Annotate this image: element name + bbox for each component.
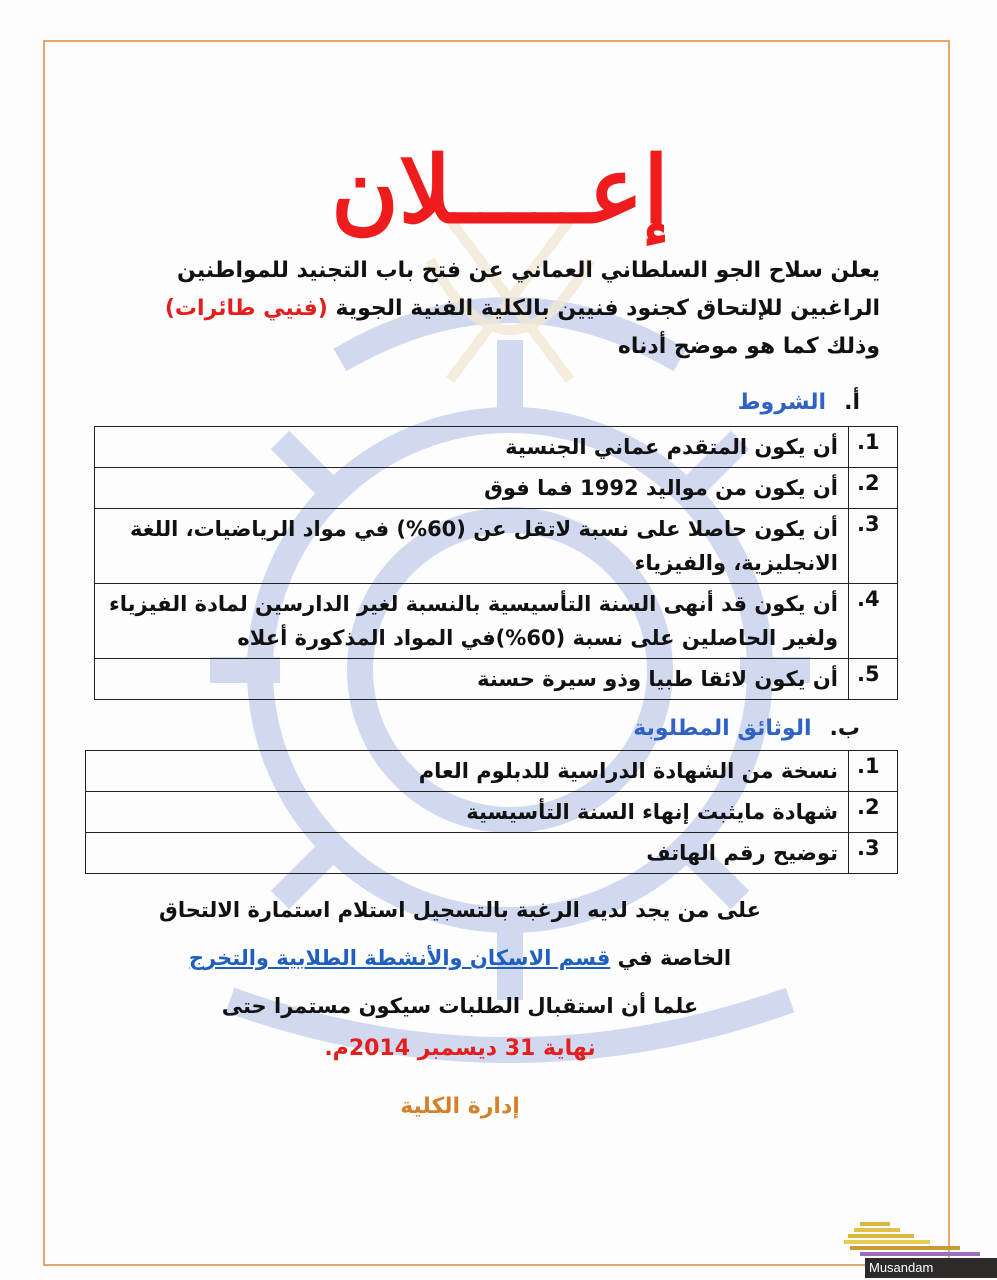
table-row bbox=[95, 468, 898, 509]
table-row bbox=[86, 833, 898, 874]
row-number: 3. bbox=[849, 509, 898, 584]
row-text: شهادة مايثبت إنهاء السنة التأسيسية bbox=[86, 792, 849, 833]
conditions-table bbox=[94, 426, 898, 700]
closing-line-2-prefix: الخاصة في bbox=[610, 946, 732, 970]
row-number: 1. bbox=[849, 751, 898, 792]
section-b-label: الوثائق المطلوبة bbox=[633, 716, 812, 741]
row-number: 2. bbox=[849, 468, 898, 509]
table-row bbox=[86, 751, 898, 792]
table-row bbox=[95, 584, 898, 659]
row-text: أن يكون قد أنهى السنة التأسيسية بالنسبة لغير الدارسين لمادة الفيزياء ولغير الحاصلين على نسبة (60%)في المواد المذكورة أعلاه bbox=[95, 584, 849, 659]
intro-highlight: (فنيي طائرات) bbox=[164, 296, 328, 321]
section-a-heading bbox=[560, 390, 860, 424]
table-row bbox=[95, 509, 898, 584]
row-number: 4. bbox=[849, 584, 898, 659]
signoff-text: إدارة الكلية bbox=[400, 1094, 520, 1119]
section-b-heading bbox=[560, 716, 860, 750]
row-number: 1. bbox=[849, 427, 898, 468]
row-text: توضيح رقم الهاتف bbox=[86, 833, 849, 874]
intro-paragraph bbox=[110, 252, 880, 366]
section-a-letter: أ. bbox=[844, 390, 860, 415]
table-row bbox=[86, 792, 898, 833]
closing-line-3: علما أن استقبال الطلبات سيكون مستمرا حتى bbox=[221, 994, 699, 1018]
section-b-letter: ب. bbox=[829, 716, 860, 741]
intro-text-end: وذلك كما هو موضح أدناه bbox=[617, 334, 880, 359]
documents-table bbox=[85, 750, 898, 874]
table-row bbox=[95, 659, 898, 700]
row-number: 2. bbox=[849, 792, 898, 833]
row-number: 3. bbox=[849, 833, 898, 874]
deadline-text: نهاية 31 ديسمبر 2014م. bbox=[324, 1036, 596, 1061]
row-text: أن يكون من مواليد 1992 فما فوق bbox=[95, 468, 849, 509]
housing-department-link[interactable]: قسم الاسكان والأنشطة الطلابية والتخرج bbox=[188, 946, 611, 970]
row-number: 5. bbox=[849, 659, 898, 700]
closing-line-2 bbox=[150, 946, 770, 970]
musandam-watermark-label: Musandam bbox=[865, 1258, 997, 1278]
row-text: أن يكون حاصلا على نسبة لاتقل عن (60%) في مواد الرياضيات، اللغة الانجليزية، والفيزياء bbox=[95, 509, 849, 584]
intro-text: يعلن سلاح الجو السلطاني العماني عن فتح باب التجنيد للمواطنين الراغبين للإلتحاق كجنود فنيين بالكلية الفنية الجوية bbox=[177, 258, 880, 321]
row-text: أن يكون المتقدم عماني الجنسية bbox=[95, 427, 849, 468]
table-row bbox=[95, 427, 898, 468]
section-a-label: الشروط bbox=[737, 390, 827, 415]
row-text: نسخة من الشهادة الدراسية للدبلوم العام bbox=[86, 751, 849, 792]
announcement-title: إعـــــلان bbox=[331, 136, 669, 244]
row-text: أن يكون لائقا طبيا وذو سيرة حسنة bbox=[95, 659, 849, 700]
closing-line-1: على من يجد لديه الرغبة بالتسجيل استلام استمارة الالتحاق bbox=[159, 898, 761, 922]
